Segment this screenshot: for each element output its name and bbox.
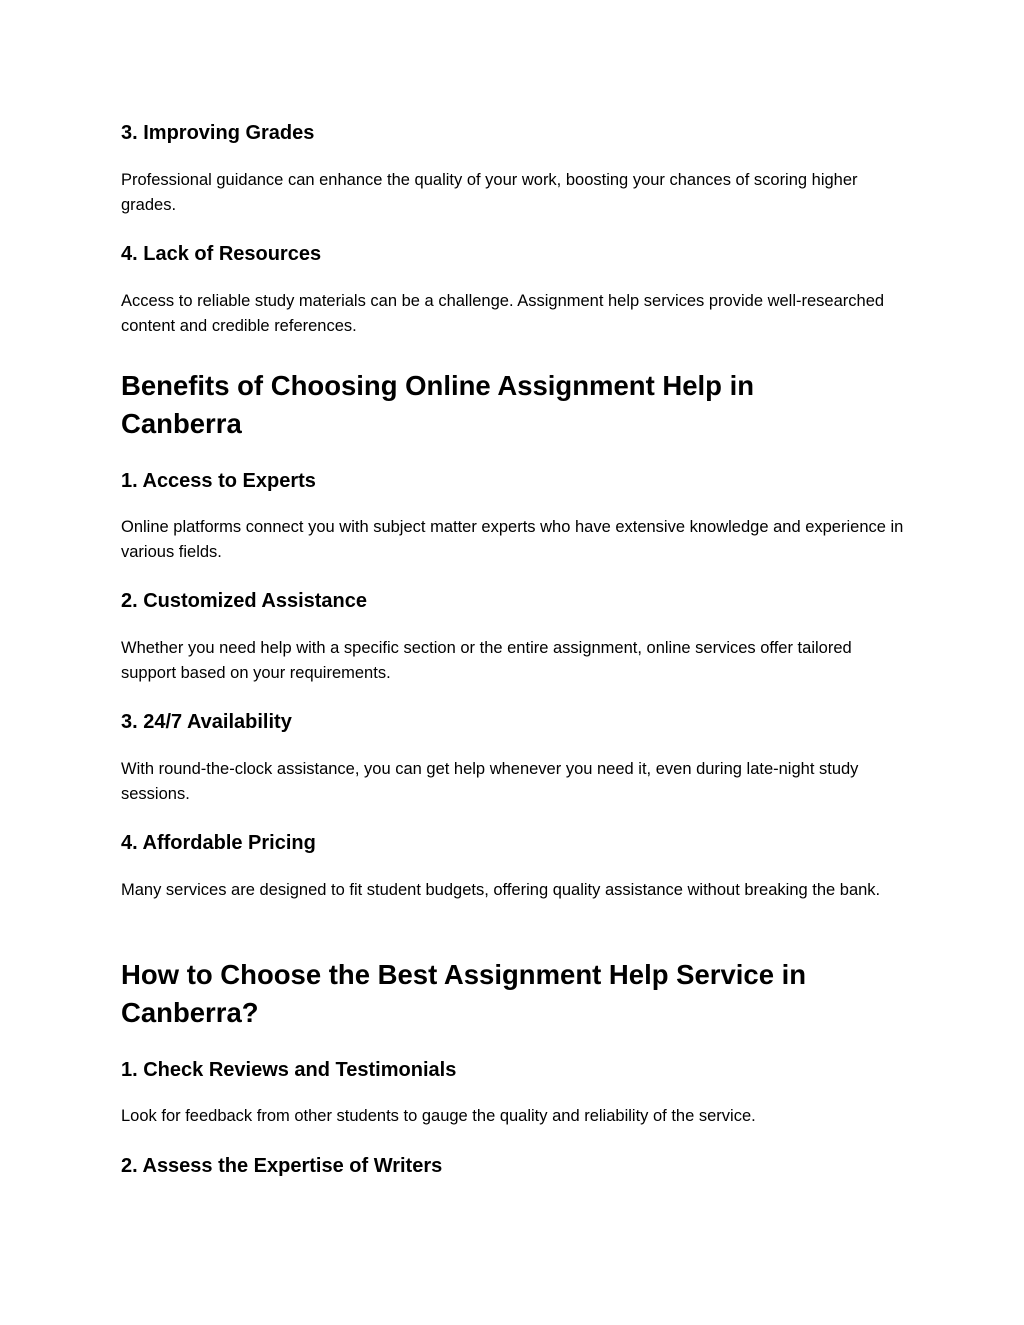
- heading-lack-of-resources: 4. Lack of Resources: [121, 243, 322, 265]
- paragraph-check-reviews: Look for feedback from other students to gauge the quality and reliability of the service.: [121, 1107, 756, 1125]
- heading-benefits: Benefits of Choosing Online Assignment Help in Canberra: [121, 370, 755, 439]
- heading-improving-grades: 3. Improving Grades: [121, 122, 315, 144]
- paragraph-improving-grades: Professional guidance can enhance the quality of your work, boosting your chances of scoring higher grades.: [121, 171, 858, 214]
- heading-check-reviews: 1. Check Reviews and Testimonials: [121, 1059, 457, 1081]
- heading-how-to-choose: How to Choose the Best Assignment Help Service in Canberra?: [121, 959, 807, 1028]
- paragraph-affordable-pricing: Many services are designed to fit student budgets, offering quality assistance without breaking the bank.: [121, 881, 881, 899]
- heading-availability: 3. 24/7 Availability: [121, 711, 292, 733]
- heading-assess-expertise: 2. Assess the Expertise of Writers: [121, 1155, 443, 1177]
- paragraph-customized-assistance: Whether you need help with a specific section or the entire assignment, online services offer tailored support based on your requirements.: [121, 639, 852, 682]
- heading-affordable-pricing: 4. Affordable Pricing: [121, 832, 316, 854]
- paragraph-lack-of-resources: Access to reliable study materials can be a challenge. Assignment help services provide well-researched content and credible references.: [121, 292, 885, 335]
- heading-customized-assistance: 2. Customized Assistance: [121, 590, 368, 612]
- heading-access-to-experts: 1. Access to Experts: [121, 470, 316, 492]
- paragraph-availability: With round-the-clock assistance, you can get help whenever you need it, even during late-night study sessions.: [121, 760, 859, 803]
- paragraph-access-to-experts: Online platforms connect you with subject matter experts who have extensive knowledge and experience in various fields.: [121, 518, 904, 561]
